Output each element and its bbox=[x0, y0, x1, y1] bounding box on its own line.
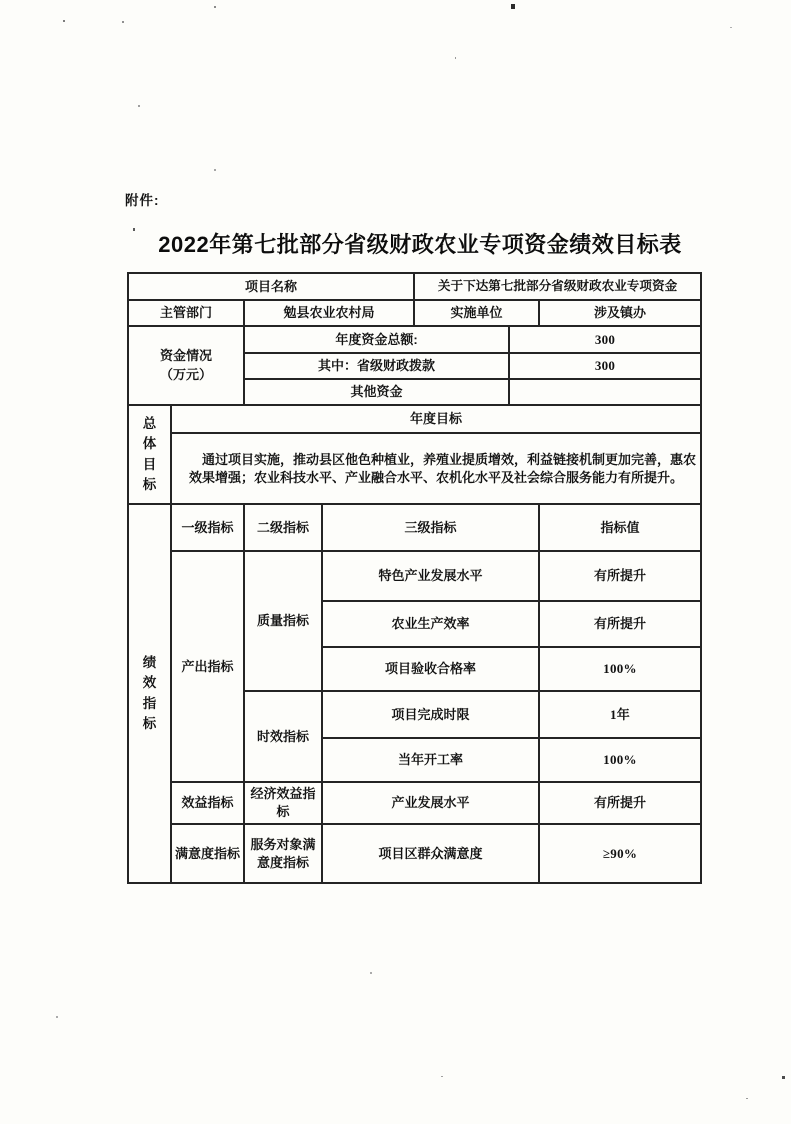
indicator-value: 有所提升 bbox=[539, 601, 701, 647]
annual-goal-header: 年度目标 bbox=[171, 405, 701, 433]
table-row bbox=[128, 273, 701, 300]
indicator-name: 特色产业发展水平 bbox=[322, 551, 539, 601]
table-row bbox=[128, 551, 701, 601]
annual-goal-text: 通过项目实施，推动县区他色种植业，养殖业提质增效，利益链接机制更加完善，惠农效果增强；农业科技水平、产业融合水平、农机化水平及社会综合服务能力有所提升。 bbox=[171, 433, 701, 504]
indicator-value: 有所提升 bbox=[539, 551, 701, 601]
overall-goal-label-text: 总体目标 bbox=[142, 416, 157, 492]
funds-provincial-label: 其中：省级财政拨款 bbox=[244, 353, 509, 379]
funds-other-label: 其他资金 bbox=[244, 379, 509, 405]
group-service-satisfaction-indicator: 服务对象满意度指标 bbox=[244, 824, 322, 883]
group-benefit-indicator: 效益指标 bbox=[171, 782, 244, 824]
table-row bbox=[128, 405, 701, 433]
impl-unit-label: 实施单位 bbox=[414, 300, 539, 326]
indicator-value: 1年 bbox=[539, 691, 701, 738]
funds-label-line1: 资金情况 bbox=[159, 348, 212, 364]
indicator-name: 当年开工率 bbox=[322, 738, 539, 782]
scan-noise-dot bbox=[511, 4, 515, 9]
project-name-label: 项目名称 bbox=[128, 273, 414, 300]
scan-noise-dot bbox=[455, 57, 456, 59]
header-level3: 三级指标 bbox=[322, 504, 539, 551]
indicator-name: 项目验收合格率 bbox=[322, 647, 539, 691]
project-name-value: 关于下达第七批部分省级财政农业专项资金 bbox=[414, 273, 701, 300]
performance-indicator-label bbox=[128, 504, 171, 883]
table-row bbox=[128, 433, 701, 504]
group-economic-benefit-indicator: 经济效益指标 bbox=[244, 782, 322, 824]
table-row bbox=[128, 326, 701, 353]
page-title: 2022年第七批部分省级财政农业专项资金绩效目标表 bbox=[158, 232, 682, 257]
table-row bbox=[128, 300, 701, 326]
scan-noise-dot bbox=[214, 169, 216, 171]
group-timeliness-indicator: 时效指标 bbox=[244, 691, 322, 782]
dept-value: 勉县农业农村局 bbox=[244, 300, 414, 326]
indicator-value: ≥90% bbox=[539, 824, 701, 883]
scan-noise-dot bbox=[214, 6, 216, 8]
scan-noise-dot bbox=[138, 105, 140, 107]
scan-noise-dot bbox=[133, 228, 135, 231]
group-quality-indicator: 质量指标 bbox=[244, 551, 322, 691]
group-satisfaction-indicator: 满意度指标 bbox=[171, 824, 244, 883]
scan-noise-dot bbox=[122, 21, 124, 23]
header-level2: 二级指标 bbox=[244, 504, 322, 551]
dept-label: 主管部门 bbox=[128, 300, 244, 326]
scan-noise-dot bbox=[782, 1076, 785, 1079]
indicator-value: 有所提升 bbox=[539, 782, 701, 824]
table-row bbox=[128, 782, 701, 824]
attachment-label: 附件: bbox=[125, 193, 160, 208]
scan-noise-dot bbox=[63, 20, 65, 22]
performance-target-table bbox=[127, 272, 702, 884]
funds-total-label: 年度资金总额: bbox=[244, 326, 509, 353]
indicator-value: 100% bbox=[539, 738, 701, 782]
indicator-name: 产业发展水平 bbox=[322, 782, 539, 824]
indicator-value: 100% bbox=[539, 647, 701, 691]
scan-noise-dot bbox=[730, 27, 732, 28]
funds-label-line2: （万元） bbox=[159, 366, 212, 382]
impl-unit-value: 涉及镇办 bbox=[539, 300, 701, 326]
header-level1: 一级指标 bbox=[171, 504, 244, 551]
table-row bbox=[128, 824, 701, 883]
funds-provincial-value: 300 bbox=[509, 353, 701, 379]
funds-total-value: 300 bbox=[509, 326, 701, 353]
group-output-indicator: 产出指标 bbox=[171, 551, 244, 782]
scan-noise-dot bbox=[441, 1076, 443, 1077]
indicator-name: 项目区群众满意度 bbox=[322, 824, 539, 883]
performance-indicator-label-text: 绩效指标 bbox=[142, 655, 157, 731]
scan-noise-dot bbox=[56, 1016, 58, 1018]
header-indicator-value: 指标值 bbox=[539, 504, 701, 551]
funds-other-value bbox=[509, 379, 701, 405]
funds-label bbox=[128, 326, 244, 405]
indicator-name: 项目完成时限 bbox=[322, 691, 539, 738]
scan-noise-dot bbox=[370, 972, 372, 974]
overall-goal-label bbox=[128, 405, 171, 504]
table-row bbox=[128, 504, 701, 551]
indicator-name: 农业生产效率 bbox=[322, 601, 539, 647]
scan-noise-dot bbox=[746, 1098, 748, 1099]
